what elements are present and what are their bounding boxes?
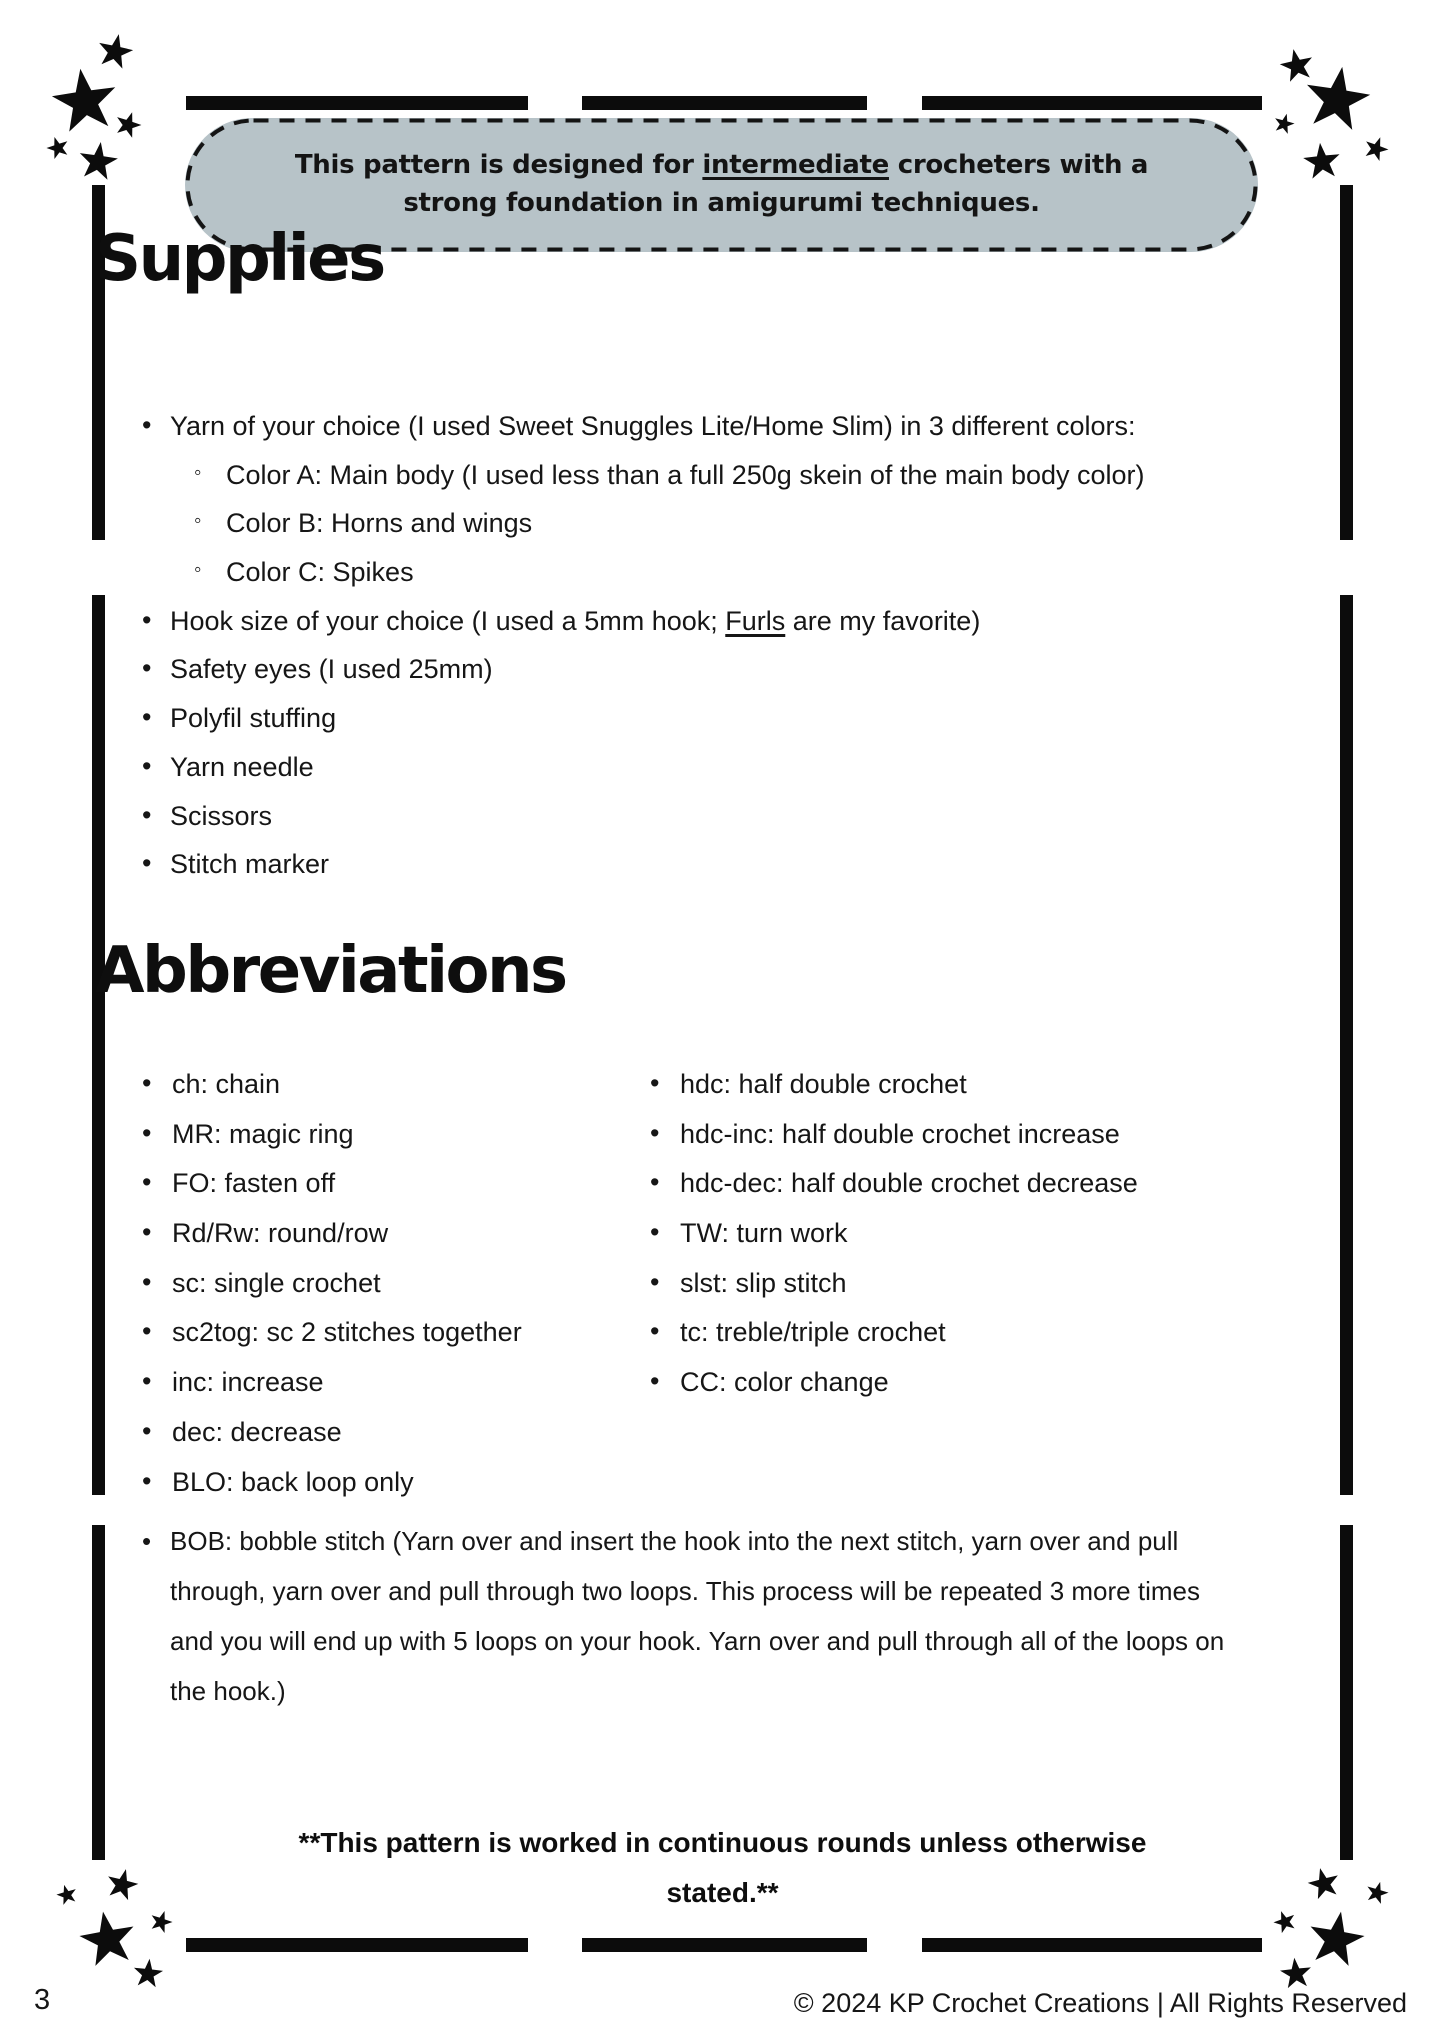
star-icon <box>1297 60 1377 140</box>
page-border-top-segment <box>186 96 528 110</box>
abbreviation-item: • TW: turn work <box>648 1219 1268 1249</box>
abbreviation-item: • slst: slip stitch <box>648 1269 1268 1299</box>
abbreviation-item: • MR: magic ring <box>140 1120 610 1150</box>
abbreviation-item: • inc: increase <box>140 1368 610 1398</box>
abbreviation-item: • sc2tog: sc 2 stitches together <box>140 1318 610 1348</box>
list-item <box>140 607 1330 637</box>
abbreviation-item: • CC: color change <box>648 1368 1268 1398</box>
list-item <box>140 412 1330 442</box>
abbreviation-item: • sc: single crochet <box>140 1269 610 1299</box>
list-item-text: Stitch marker <box>170 849 330 880</box>
abbreviation-item: • tc: treble/triple crochet <box>648 1318 1268 1348</box>
list-item <box>140 655 1330 685</box>
sub-list-item: ◦ Color B: Horns and wings <box>140 509 1330 539</box>
page-border-right-segment <box>1340 1525 1353 1860</box>
abbreviation-item: • FO: fasten off <box>140 1169 610 1199</box>
abbreviation-item: • hdc-dec: half double crochet decrease <box>648 1169 1268 1199</box>
page-border-top-segment <box>582 96 867 110</box>
list-item-text: are my favorite) <box>785 605 981 636</box>
page-border-left-segment <box>92 595 105 1495</box>
bobble-stitch-definition: • BOB: bobble stitch (Yarn over and insert the hook into the next stitch, yarn over and pull through, yarn over and pull through two loops. This process will be repeated 3 more times and you will end up with 5 loops on your hook. Yarn over and pull through all of the loops on the hook.) <box>140 1516 1226 1716</box>
continuous-rounds-note-text: **This pattern is worked in continuous rounds unless otherwise stated.** <box>298 1827 1147 1908</box>
page-border-bottom-segment <box>582 1938 867 1952</box>
sub-list-item: ◦ Color A: Main body (I used less than a full 250g skein of the main body color) <box>140 461 1330 491</box>
list-item <box>140 850 1330 880</box>
abbreviations-left-list <box>140 1070 610 1517</box>
list-item <box>140 704 1330 734</box>
abbreviation-item: • Rd/Rw: round/row <box>140 1219 610 1249</box>
page-number: 3 <box>34 1984 51 2016</box>
abbreviation-item: • BLO: back loop only <box>140 1468 610 1498</box>
abbreviations-right-list <box>648 1070 1268 1418</box>
page-border-right-segment <box>1340 185 1353 540</box>
abbreviation-item: • hdc-inc: half double crochet increase <box>648 1120 1268 1150</box>
banner-text <box>272 147 1172 222</box>
list-item <box>140 753 1330 783</box>
list-item-text: Yarn of your choice (I used Sweet Snuggles Lite/Home Slim) in 3 different colors: <box>170 411 1136 441</box>
continuous-rounds-note <box>0 1818 1445 1918</box>
list-item-text: Yarn needle <box>170 751 314 782</box>
page-border-bottom-segment <box>186 1938 528 1952</box>
banner-text-post: crocheters with a strong foundation in amigurumi techniques. <box>403 150 1149 218</box>
abbreviation-item: • dec: decrease <box>140 1418 610 1448</box>
star-icon <box>1300 140 1344 184</box>
star-icon <box>74 138 121 185</box>
star-icon <box>130 1956 165 1991</box>
supplies-list <box>140 412 1330 899</box>
page-border-left-segment <box>92 1525 105 1860</box>
list-item-text: Polyfil stuffing <box>170 703 337 734</box>
sub-list-item: ◦ Color C: Spikes <box>140 558 1330 588</box>
list-item-text: Safety eyes (I used 25mm) <box>170 654 493 685</box>
star-icon <box>1271 111 1298 138</box>
page-border-right-segment <box>1340 595 1353 1495</box>
list-item <box>140 802 1330 832</box>
banner-text-underlined: intermediate <box>702 150 889 181</box>
supplies-heading: Supplies <box>95 222 384 296</box>
underlined-text: Furls <box>725 605 786 636</box>
page-border-bottom-segment <box>922 1938 1262 1952</box>
list-item-text: Scissors <box>170 800 273 831</box>
page-border-top-segment <box>922 96 1262 110</box>
abbreviation-item: • hdc: half double crochet <box>648 1070 1268 1100</box>
abbreviation-item: • ch: chain <box>140 1070 610 1100</box>
abbreviations-heading: Abbreviations <box>95 934 566 1008</box>
copyright-text: © 2024 KP Crochet Creations | All Rights Reserved <box>793 1988 1407 2018</box>
banner-text-pre: This pattern is designed for <box>294 150 703 181</box>
list-item-text: Hook size of your choice (I used a 5mm hook; <box>170 605 726 636</box>
